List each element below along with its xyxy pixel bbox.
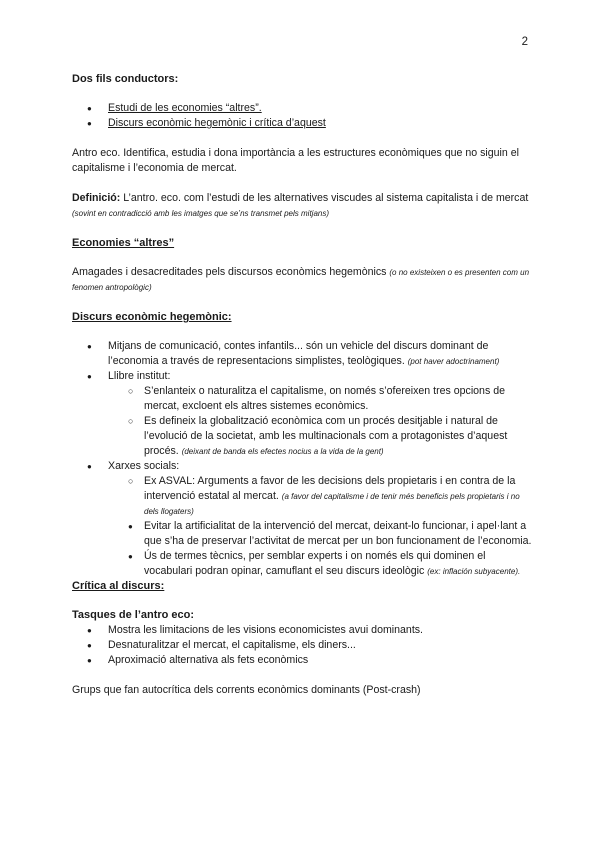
- xarxes-sub3-text: Ús de termes tècnics, per semblar experts i on només els qui dominen el vocabulari podran opinar, camuflant el seu discurs ideològic: [144, 550, 486, 577]
- fils-list: [72, 101, 532, 131]
- list-item: [72, 474, 532, 519]
- xarxes-sub3-note: (ex: inflación subyacente).: [427, 567, 521, 576]
- xarxes-sub2: Evitar la artificialitat de la intervenció del mercat, deixant-lo funcionar, i apel·lant a que s’ha de preservar l’activitat de mercat per un bon funcionament de l’economia.: [144, 520, 532, 547]
- heading-fils-conductors: Dos fils conductors:: [72, 73, 179, 85]
- link-discurs-hegemonic[interactable]: Discurs econòmic hegemònic i crítica d’aquest: [108, 117, 326, 129]
- tasca-text: Mostra les limitacions de les visions economicistes avui dominants.: [108, 624, 423, 636]
- llibre-sub2-text: Es defineix la globalització econòmica com un procés desitjable i natural de l’evolució de la societat, amb les multinacionals com a protagonistes d’aquest procés.: [144, 415, 508, 457]
- list-item: [72, 459, 532, 474]
- document-body: [72, 72, 532, 698]
- tasca-text: Aproximació alternativa als fets econòmics: [108, 654, 309, 666]
- list-item[interactable]: [72, 101, 532, 116]
- list-item: [72, 653, 532, 668]
- discurs-list: [72, 339, 532, 579]
- page-number: 2: [521, 36, 528, 48]
- list-item: [72, 414, 532, 459]
- list-item: [72, 339, 532, 369]
- xarxes-sub1-note: (a favor del capitalisme i de tenir més beneficis pels propietaris i no dels llogaters): [144, 492, 520, 516]
- economies-note: (o no existeixen o es presenten com un fenomen antropològic): [72, 268, 530, 292]
- definition-text: L’antro. eco. com l’estudi de les alternatives viscudes al sistema capitalista i de mercat: [120, 192, 529, 204]
- heading-critica: Crítica al discurs:: [72, 580, 165, 592]
- economies-text: Amagades i desacreditades pels discursos econòmics hegemònics: [72, 266, 390, 278]
- economies-paragraph: [72, 265, 532, 295]
- list-item: [72, 623, 532, 638]
- xarxes-sub1-text: Ex ASVAL: Arguments a favor de les decisions dels propietaris i en contra de la intervenció estatal al mercat.: [144, 475, 516, 502]
- heading-economies-altres: Economies “altres”: [72, 237, 175, 249]
- list-item: [72, 638, 532, 653]
- llibre-sub2-note: (deixant de banda els efectes nocius a la vida de la gent): [181, 447, 384, 456]
- tasca-text: Desnaturalitzar el mercat, el capitalisme, els diners...: [108, 639, 356, 651]
- media-note: (pot haver adoctrinament): [407, 357, 500, 366]
- list-item: [72, 549, 532, 579]
- llibre-sub1: S’enlanteix o naturalitza el capitalisme, on només s’ofereixen tres opcions de mercat, excloent els altres sistemes econòmics.: [144, 385, 505, 412]
- heading-tasques: Tasques de l’antro eco:: [72, 609, 195, 621]
- intro-paragraph: Antro eco. Identifica, estudia i dona importància a les estructures econòmiques que no siguin el capitalisme i l’economia de mercat.: [72, 147, 519, 174]
- heading-discurs-hegemonic: Discurs econòmic hegemònic:: [72, 311, 232, 323]
- llibre-label: Llibre institut:: [108, 370, 171, 382]
- definition-paragraph: [72, 191, 532, 221]
- list-item: [72, 369, 532, 384]
- definition-label: Definició:: [72, 192, 121, 204]
- list-item: [72, 384, 532, 414]
- list-item: [72, 519, 532, 549]
- media-text: Mitjans de comunicació, contes infantils... són un vehicle del discurs dominant de l’economia a través de representacions simplistes, teològiques.: [108, 340, 489, 367]
- list-item[interactable]: [72, 116, 532, 131]
- grups-paragraph: Grups que fan autocrítica dels corrents econòmics dominants (Post-crash): [72, 684, 421, 696]
- tasques-list: [72, 623, 532, 668]
- definition-note: (sovint en contradicció amb les imatges que se’ns transmet pels mitjans): [72, 209, 329, 218]
- xarxes-label: Xarxes socials:: [108, 460, 180, 472]
- link-economies-altres[interactable]: Estudi de les economies “altres”.: [108, 102, 262, 114]
